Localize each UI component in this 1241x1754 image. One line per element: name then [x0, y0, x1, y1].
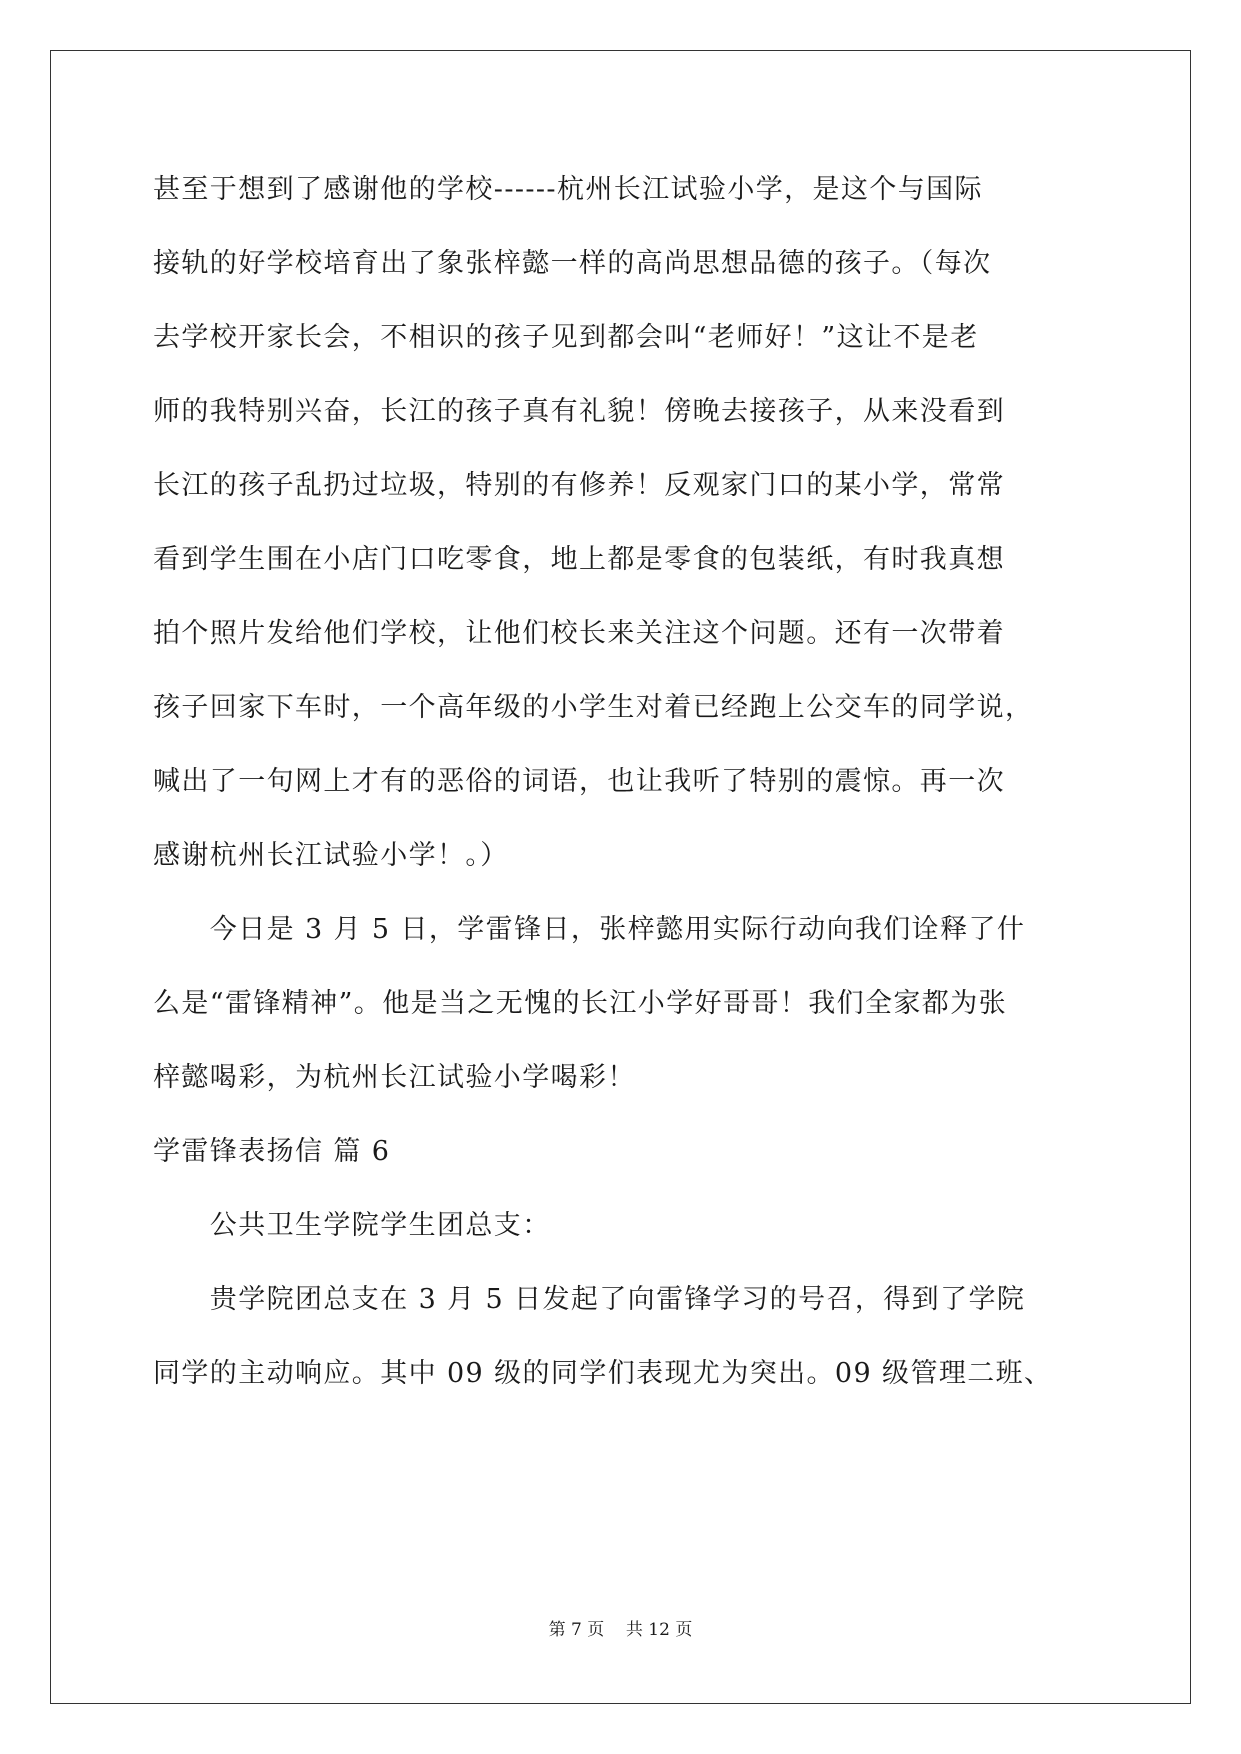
text-line: 甚至于想到了感谢他的学校------杭州长江试验小学，是这个与国际: [153, 174, 983, 205]
text-line: 拍个照片发给他们学校，让他们校长来关注这个问题。还有一次带着: [153, 618, 1005, 649]
page-footer: [0, 1618, 1241, 1642]
text-line: 接轨的好学校培育出了象张梓懿一样的高尚思想品德的孩子。（每次: [153, 248, 992, 279]
page-border: [50, 50, 1191, 1704]
text-line: 孩子回家下车时，一个高年级的小学生对着已经跑上公交车的同学说，: [153, 692, 1034, 723]
text-line: 贵学院团总支在 3 月 5 日发起了向雷锋学习的号召，得到了学院: [153, 1284, 1026, 1315]
text-line: 么是“雷锋精神”。他是当之无愧的长江小学好哥哥！我们全家都为张: [153, 988, 1008, 1019]
text-line: 去学校开家长会，不相识的孩子见到都会叫“老师好！”这让不是老: [153, 322, 979, 353]
text-line: 感谢杭州长江试验小学！。）: [153, 840, 509, 871]
page-number: 第 7 页: [548, 1620, 605, 1640]
page-total: 共 12 页: [625, 1620, 693, 1640]
text-line: 喊出了一句网上才有的恶俗的词语，也让我听了特别的震惊。再一次: [153, 766, 1005, 797]
text-line: 长江的孩子乱扔过垃圾，特别的有修养！反观家门口的某小学，常常: [153, 470, 1005, 501]
text-line: 同学的主动响应。其中 09 级的同学们表现尤为突出。09 级管理二班、: [153, 1358, 1053, 1389]
salutation: 公共卫生学院学生团总支：: [153, 1210, 551, 1241]
text-line: 师的我特别兴奋，长江的孩子真有礼貌！傍晚去接孩子，从来没看到: [153, 396, 1005, 427]
text-line: 梓懿喝彩，为杭州长江试验小学喝彩！: [153, 1062, 636, 1093]
section-heading: 学雷锋表扬信 篇 6: [153, 1136, 391, 1167]
text-line: 看到学生围在小店门口吃零食，地上都是零食的包装纸，有时我真想: [153, 544, 1005, 575]
text-line: 今日是 3 月 5 日，学雷锋日，张梓懿用实际行动向我们诠释了什: [153, 914, 1026, 945]
